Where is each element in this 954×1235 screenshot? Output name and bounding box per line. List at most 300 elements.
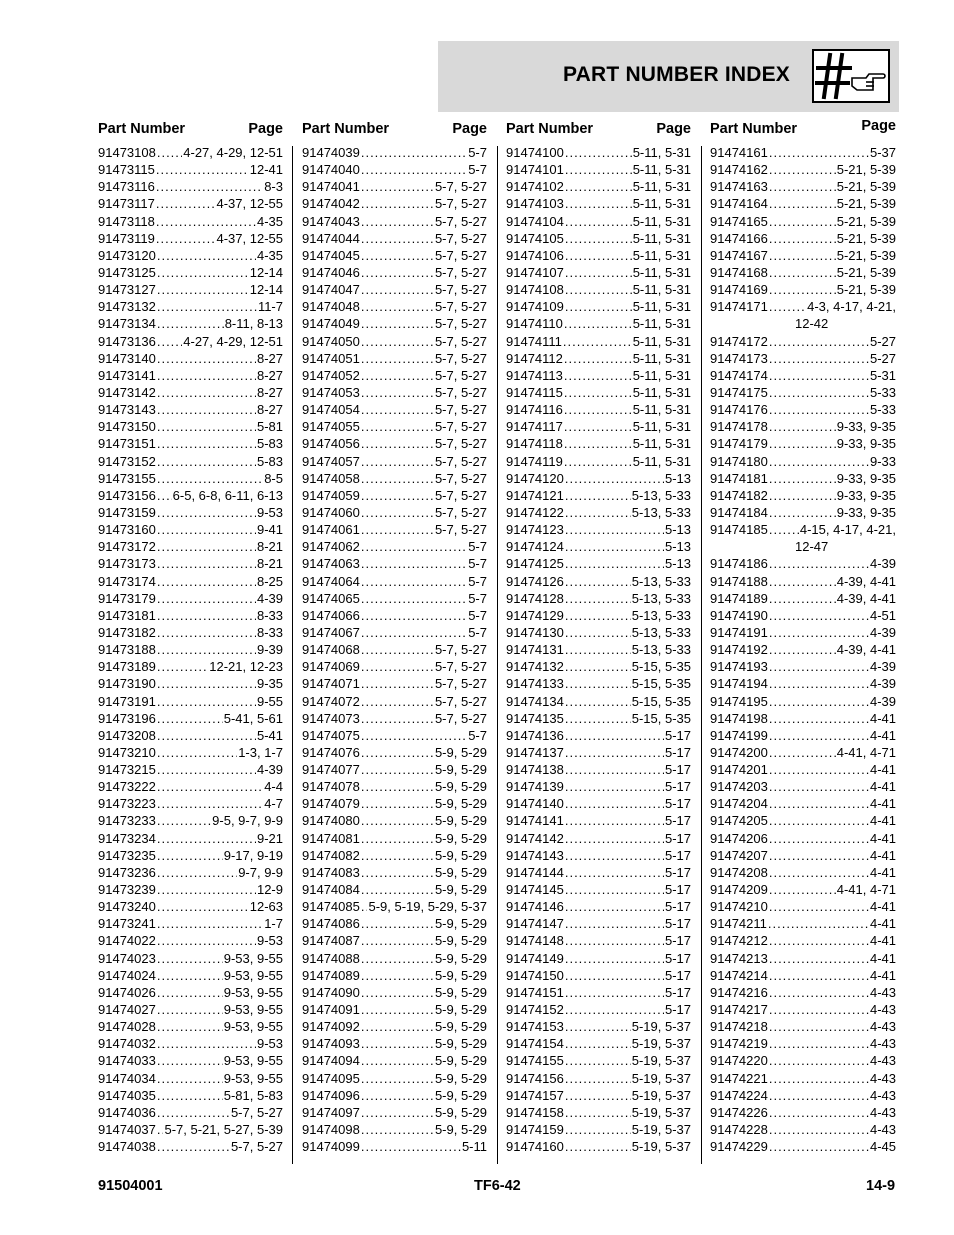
part-number: 91473235 xyxy=(98,847,156,863)
part-number: 91474169 xyxy=(710,282,768,298)
part-number: 91474130 xyxy=(506,624,564,640)
index-entry xyxy=(302,367,487,384)
leader-dots xyxy=(157,435,256,452)
page-title: PART NUMBER INDEX xyxy=(563,63,791,86)
leader-dots xyxy=(157,144,182,161)
index-entry xyxy=(710,812,896,829)
index-entry xyxy=(98,607,283,624)
leader-dots xyxy=(769,178,836,195)
page-refs: 5-13, 5-33 xyxy=(631,607,691,623)
index-entry xyxy=(98,401,283,418)
part-number: 91473132 xyxy=(98,299,156,315)
page-refs: 5-11, 5-31 xyxy=(632,419,691,435)
part-number: 91474122 xyxy=(506,504,564,520)
leader-dots xyxy=(157,281,249,298)
leader-dots xyxy=(361,487,434,504)
page-refs: 5-7 xyxy=(468,539,487,555)
page-refs: 5-19, 5-37 xyxy=(631,1036,691,1052)
leader-dots xyxy=(769,230,836,247)
part-number: 91474185 xyxy=(710,522,768,538)
leader-dots xyxy=(157,847,223,864)
part-number: 91474206 xyxy=(710,830,768,846)
part-number: 91474053 xyxy=(302,384,360,400)
page-refs: 5-7 xyxy=(468,727,487,743)
part-number: 91474160 xyxy=(506,1139,564,1155)
index-entry xyxy=(98,384,283,401)
leader-dots xyxy=(157,812,211,829)
part-number: 91474141 xyxy=(506,813,564,829)
leader-dots xyxy=(157,453,256,470)
page-refs: 4-51 xyxy=(869,607,896,623)
leader-dots xyxy=(769,1121,869,1138)
part-number: 91474136 xyxy=(506,727,564,743)
index-entry xyxy=(98,967,283,984)
index-entry xyxy=(98,555,283,572)
index-entry xyxy=(506,521,691,538)
leader-dots xyxy=(361,710,434,727)
leader-dots xyxy=(769,521,799,538)
leader-dots xyxy=(157,967,223,984)
index-entry xyxy=(98,418,283,435)
index-entry xyxy=(302,315,487,332)
page-refs: 9-53, 9-55 xyxy=(223,967,283,983)
leader-dots xyxy=(565,932,664,949)
part-number: 91474153 xyxy=(506,1019,564,1035)
part-number: 91474088 xyxy=(302,950,360,966)
leader-dots xyxy=(769,487,836,504)
leader-dots xyxy=(769,144,869,161)
page-refs: 5-9, 5-29 xyxy=(434,1070,487,1086)
leader-dots xyxy=(157,744,237,761)
part-number-heading: Part Number xyxy=(302,121,390,137)
page-refs: 5-17 xyxy=(664,762,691,778)
leader-dots xyxy=(157,915,263,932)
index-entry xyxy=(710,864,896,881)
page-refs: 5-11, 5-31 xyxy=(632,162,691,178)
part-number: 91473239 xyxy=(98,882,156,898)
index-entry xyxy=(98,350,283,367)
index-entry xyxy=(98,1121,283,1138)
index-entry xyxy=(302,178,487,195)
page-refs: 9-53, 9-55 xyxy=(223,950,283,966)
leader-dots xyxy=(361,830,434,847)
leader-dots xyxy=(157,795,263,812)
leader-dots xyxy=(361,1070,434,1087)
page-refs: 8-3 xyxy=(264,179,283,195)
leader-dots xyxy=(157,487,172,504)
part-number: 91473236 xyxy=(98,864,156,880)
index-entry xyxy=(302,281,487,298)
index-entry xyxy=(506,470,691,487)
part-number: 91474027 xyxy=(98,1002,156,1018)
part-number: 91474172 xyxy=(710,333,768,349)
page-refs: 5-9, 5-29 xyxy=(434,847,487,863)
index-entry xyxy=(710,710,896,727)
page-refs: 5-7, 5-27 xyxy=(434,676,487,692)
part-number: 91474047 xyxy=(302,282,360,298)
leader-dots xyxy=(361,333,434,350)
page-refs: 5-7 xyxy=(468,607,487,623)
index-entry xyxy=(98,1052,283,1069)
page-refs: 5-7 xyxy=(468,624,487,640)
page-refs: 5-17 xyxy=(664,847,691,863)
part-number: 91474080 xyxy=(302,813,360,829)
index-entry xyxy=(710,247,896,264)
page-refs: 9-53 xyxy=(256,1036,283,1052)
index-entry xyxy=(98,1104,283,1121)
index-entry xyxy=(506,675,691,692)
index-entry xyxy=(302,812,487,829)
leader-dots xyxy=(157,367,256,384)
part-number: 91474111 xyxy=(506,333,562,349)
page-refs: 9-35 xyxy=(256,676,283,692)
part-number: 91474022 xyxy=(98,933,156,949)
leader-dots xyxy=(565,795,664,812)
leader-dots xyxy=(361,281,434,298)
part-number: 91474075 xyxy=(302,727,360,743)
leader-dots xyxy=(769,1018,869,1035)
leader-dots xyxy=(157,555,256,572)
page-refs: 5-9, 5-29 xyxy=(434,830,487,846)
part-number: 91474188 xyxy=(710,573,768,589)
page-refs: 11-7 xyxy=(257,299,283,315)
page-refs: 5-9, 5-29 xyxy=(434,1087,487,1103)
index-entry xyxy=(506,710,691,727)
index-entry xyxy=(710,350,896,367)
page-refs: 5-15, 5-35 xyxy=(631,710,691,726)
page-refs: 4-35 xyxy=(256,213,283,229)
page-refs: 5-11, 5-31 xyxy=(632,196,691,212)
page-refs: 4-41 xyxy=(869,779,896,795)
page-refs: 9-55 xyxy=(256,693,283,709)
part-number: 91474134 xyxy=(506,693,564,709)
page-refs: 5-17 xyxy=(664,933,691,949)
leader-dots xyxy=(361,950,434,967)
part-number: 91474056 xyxy=(302,436,360,452)
part-number: 91473172 xyxy=(98,539,156,555)
leader-dots xyxy=(361,693,434,710)
leader-dots xyxy=(361,435,434,452)
leader-dots xyxy=(565,1121,631,1138)
index-entry xyxy=(506,607,691,624)
page-refs: 4-41, 4-71 xyxy=(836,882,896,898)
page-heading: Page xyxy=(861,118,896,134)
index-entry xyxy=(506,161,691,178)
index-entry xyxy=(98,213,283,230)
page-heading: Page xyxy=(248,121,283,137)
page-refs: 5-17 xyxy=(664,899,691,915)
page-refs: 5-7, 5-27 xyxy=(434,367,487,383)
page-refs: 5-15, 5-35 xyxy=(631,659,691,675)
index-entries xyxy=(98,144,283,1155)
index-entry xyxy=(98,898,283,915)
part-number: 91473240 xyxy=(98,899,156,915)
page-refs: 5-13, 5-33 xyxy=(631,642,691,658)
page-refs: 5-7 xyxy=(468,145,487,160)
page-refs: 8-27 xyxy=(256,350,283,366)
leader-dots xyxy=(157,641,256,658)
part-number: 91474165 xyxy=(710,213,768,229)
page-refs: 8-11, 8-13 xyxy=(224,316,283,332)
index-entry xyxy=(710,401,896,418)
page-refs: 4-43 xyxy=(869,984,896,1000)
index-entry xyxy=(302,950,487,967)
index-entry xyxy=(506,812,691,829)
part-number: 91474058 xyxy=(302,470,360,486)
page-refs: 5-17 xyxy=(664,813,691,829)
index-entry xyxy=(302,932,487,949)
page-refs: 4-41 xyxy=(869,950,896,966)
part-number: 91474090 xyxy=(302,984,360,1000)
part-number: 91474101 xyxy=(506,162,564,178)
page-refs: 9-53, 9-55 xyxy=(223,1070,283,1086)
index-entry xyxy=(710,675,896,692)
part-number: 91474212 xyxy=(710,933,768,949)
part-number: 91474099 xyxy=(302,1139,360,1155)
index-entry xyxy=(302,641,487,658)
leader-dots xyxy=(361,538,467,555)
index-entry xyxy=(302,778,487,795)
page-refs: 8-33 xyxy=(256,607,283,623)
leader-dots xyxy=(565,710,631,727)
index-entry xyxy=(710,264,896,281)
index-entry xyxy=(506,333,691,350)
index-entry xyxy=(98,727,283,744)
index-entry xyxy=(710,213,896,230)
leader-dots xyxy=(361,350,434,367)
page-refs: 9-53 xyxy=(256,504,283,520)
page-refs: 4-41 xyxy=(869,830,896,846)
leader-dots xyxy=(361,984,434,1001)
leader-dots xyxy=(361,778,434,795)
index-entry xyxy=(98,795,283,812)
leader-dots xyxy=(157,1001,223,1018)
index-entry xyxy=(710,281,896,298)
page-refs: 4-35 xyxy=(256,247,283,263)
index-entry xyxy=(98,521,283,538)
index-entry xyxy=(302,470,487,487)
page-refs: 9-53, 9-55 xyxy=(223,984,283,1000)
part-number: 91473191 xyxy=(98,693,156,709)
page-refs: 8-25 xyxy=(256,573,283,589)
leader-dots xyxy=(361,213,434,230)
part-number: 91474112 xyxy=(506,350,563,366)
leader-dots xyxy=(769,795,869,812)
part-number: 91474152 xyxy=(506,1002,564,1018)
index-entry xyxy=(710,744,896,761)
page-refs: 5-17 xyxy=(664,984,691,1000)
page-refs: 5-9, 5-29 xyxy=(434,1053,487,1069)
index-entries xyxy=(506,144,691,1155)
leader-dots xyxy=(361,521,434,538)
part-number: 91474082 xyxy=(302,847,360,863)
index-entry xyxy=(710,487,896,504)
part-number: 91474126 xyxy=(506,573,564,589)
index-entries xyxy=(710,144,896,1155)
leader-dots xyxy=(769,830,869,847)
page-refs: 5-9, 5-29 xyxy=(434,813,487,829)
index-entry xyxy=(506,984,691,1001)
index-entry xyxy=(710,932,896,949)
part-number: 91474145 xyxy=(506,882,564,898)
part-number: 91474124 xyxy=(506,539,564,555)
part-number: 91474066 xyxy=(302,607,360,623)
index-entry xyxy=(302,881,487,898)
leader-dots xyxy=(565,470,664,487)
page-refs: 5-31 xyxy=(869,367,896,383)
page-refs: 5-83 xyxy=(256,453,283,469)
index-entry xyxy=(506,641,691,658)
leader-dots xyxy=(361,795,434,812)
index-entry xyxy=(302,144,487,161)
part-number: 91474218 xyxy=(710,1019,768,1035)
page-refs: 5-17 xyxy=(664,882,691,898)
part-number: 91474161 xyxy=(710,145,768,160)
column-header xyxy=(302,118,487,144)
part-number: 91474103 xyxy=(506,196,564,212)
page-refs: 12-14 xyxy=(249,282,283,298)
leader-dots xyxy=(565,1052,631,1069)
page-refs: 5-9, 5-29 xyxy=(434,1104,487,1120)
part-number: 91474210 xyxy=(710,899,768,915)
part-number: 91473210 xyxy=(98,744,156,760)
part-number: 91474229 xyxy=(710,1139,768,1155)
index-entry xyxy=(98,367,283,384)
leader-dots xyxy=(361,915,434,932)
part-number: 91474195 xyxy=(710,693,768,709)
page-refs: 9-33, 9-35 xyxy=(836,504,896,520)
index-entry xyxy=(710,555,896,572)
leader-dots xyxy=(157,573,256,590)
index-entry xyxy=(98,864,283,881)
index-entry xyxy=(302,504,487,521)
column-header xyxy=(506,118,691,144)
part-number: 91473179 xyxy=(98,590,156,606)
index-entry xyxy=(302,230,487,247)
part-number: 91474128 xyxy=(506,590,564,606)
index-entry xyxy=(710,693,896,710)
index-entry xyxy=(302,607,487,624)
page-refs: 5-9, 5-29 xyxy=(434,762,487,778)
leader-dots xyxy=(565,778,664,795)
leader-dots xyxy=(157,538,256,555)
page-refs: 5-7, 5-27 xyxy=(434,642,487,658)
part-number: 91473223 xyxy=(98,796,156,812)
page-refs: 5-83 xyxy=(256,436,283,452)
part-number: 91474113 xyxy=(506,367,563,383)
page-refs: 5-17 xyxy=(664,744,691,760)
part-number: 91474078 xyxy=(302,779,360,795)
index-entry xyxy=(506,350,691,367)
page-refs: 5-9, 5-29 xyxy=(434,933,487,949)
index-entry xyxy=(98,710,283,727)
page-refs: 5-37 xyxy=(869,145,896,160)
index-entry xyxy=(506,401,691,418)
part-number: 91474123 xyxy=(506,522,564,538)
part-number: 91474057 xyxy=(302,453,360,469)
index-entry xyxy=(710,367,896,384)
leader-dots xyxy=(565,264,632,281)
index-entry xyxy=(506,144,691,161)
part-number: 91474028 xyxy=(98,1019,156,1035)
index-entry xyxy=(98,590,283,607)
leader-dots xyxy=(565,178,632,195)
index-entry xyxy=(506,298,691,315)
part-number: 91474096 xyxy=(302,1087,360,1103)
part-number-heading: Part Number xyxy=(710,121,798,137)
page-refs: 5-13, 5-33 xyxy=(631,487,691,503)
leader-dots xyxy=(157,333,182,350)
page-refs: 5-7, 5-27 xyxy=(434,299,487,315)
page-refs: 9-39 xyxy=(256,642,283,658)
part-number: 91474219 xyxy=(710,1036,768,1052)
part-number: 91474079 xyxy=(302,796,360,812)
page-refs: 5-7, 5-27 xyxy=(434,453,487,469)
index-entry xyxy=(710,573,896,590)
leader-dots xyxy=(565,555,664,572)
index-entry xyxy=(506,847,691,864)
page-refs: 5-11, 5-31 xyxy=(632,316,691,332)
index-entry xyxy=(506,367,691,384)
page-refs: 1-7 xyxy=(264,916,283,932)
part-number: 91474142 xyxy=(506,830,564,846)
index-entry xyxy=(302,195,487,212)
index-entry xyxy=(506,487,691,504)
index-entry xyxy=(506,178,691,195)
part-number: 91474176 xyxy=(710,402,768,418)
page-refs: 5-13 xyxy=(664,470,691,486)
page-refs: 5-9, 5-29 xyxy=(434,984,487,1000)
leader-dots xyxy=(769,298,806,315)
page-refs: 5-7, 5-21, 5-27, 5-39 xyxy=(164,1122,283,1138)
page-refs: 4-43 xyxy=(869,1104,896,1120)
page-refs: 5-17 xyxy=(664,796,691,812)
part-number: 91474046 xyxy=(302,264,360,280)
part-number: 91473174 xyxy=(98,573,156,589)
page-refs: 4-39 xyxy=(256,762,283,778)
page-refs: 9-33, 9-35 xyxy=(836,470,896,486)
part-number: 91474117 xyxy=(506,419,563,435)
index-entry xyxy=(302,864,487,881)
page-refs: 4-3, 4-17, 4-21, xyxy=(807,299,896,315)
leader-dots xyxy=(157,1070,223,1087)
index-entry xyxy=(98,915,283,932)
leader-dots xyxy=(157,1018,223,1035)
index-entry xyxy=(302,384,487,401)
page-refs: 8-27 xyxy=(256,384,283,400)
part-number: 91474119 xyxy=(506,453,563,469)
index-entry xyxy=(302,573,487,590)
leader-dots xyxy=(769,573,836,590)
part-number: 91474217 xyxy=(710,1002,768,1018)
page-refs: 5-7, 5-27 xyxy=(434,179,487,195)
footer-page-number: 14-9 xyxy=(866,1178,896,1194)
leader-dots xyxy=(157,658,208,675)
leader-dots xyxy=(565,881,664,898)
leader-dots xyxy=(565,898,664,915)
leader-dots xyxy=(157,521,256,538)
leader-dots xyxy=(361,1138,461,1155)
index-entry xyxy=(710,230,896,247)
leader-dots xyxy=(361,161,467,178)
page-refs: 5-13 xyxy=(664,539,691,555)
leader-dots xyxy=(565,641,631,658)
leader-dots xyxy=(361,761,434,778)
leader-dots xyxy=(361,590,467,607)
part-number: 91474158 xyxy=(506,1104,564,1120)
index-entry xyxy=(302,830,487,847)
leader-dots xyxy=(157,298,257,315)
